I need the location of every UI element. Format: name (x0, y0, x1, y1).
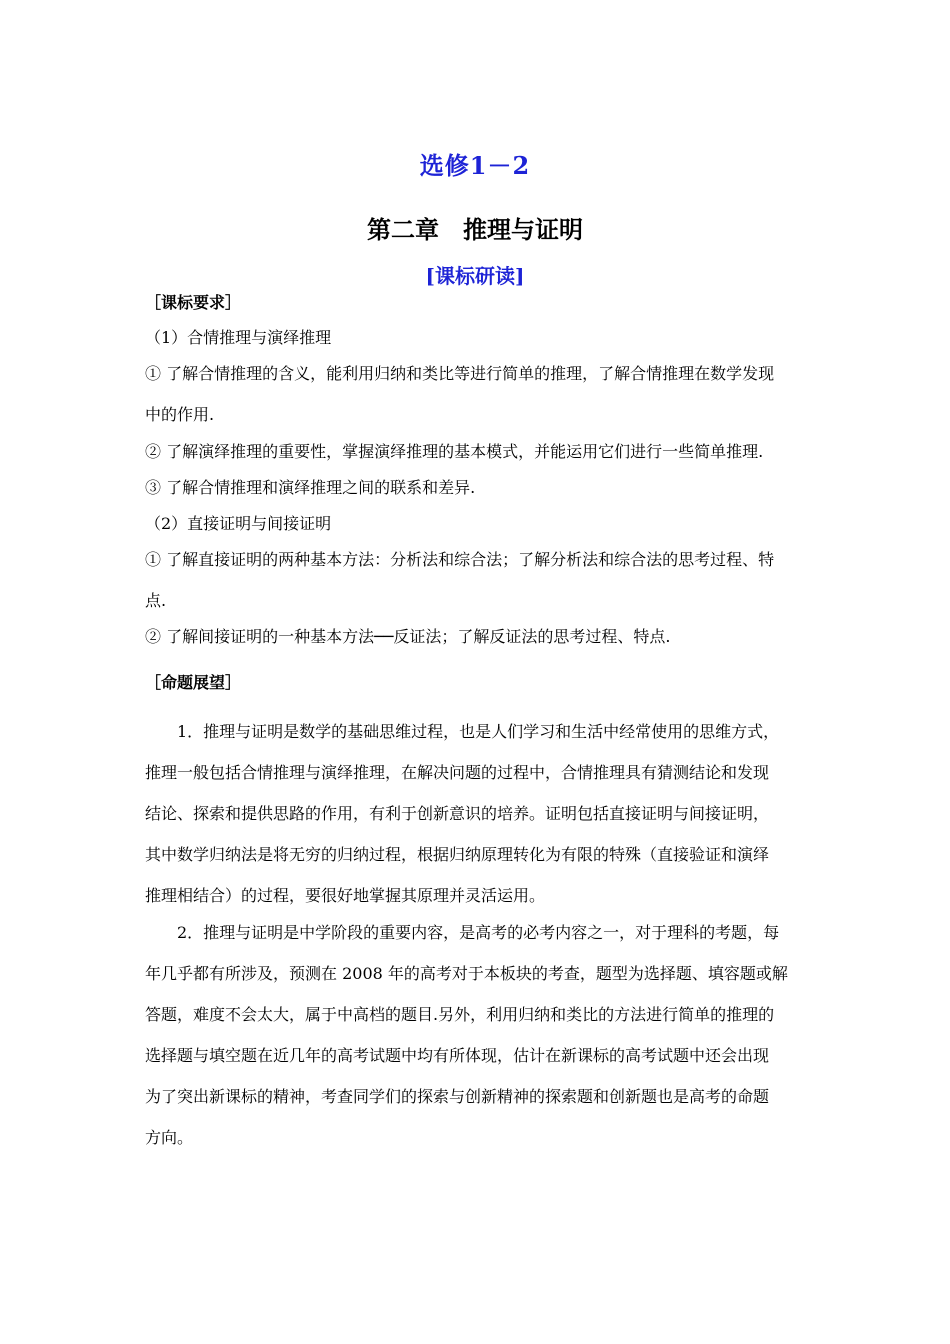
paragraph-2-line: 答题，难度不会太大，属于中高档的题目.另外，利用归纳和类比的方法进行简单的推理的 (145, 1005, 775, 1024)
requirement-2-1-cont: 点. (145, 591, 167, 610)
outlook-heading: ［命题展望］ (145, 673, 242, 692)
paragraph-2-line: 年几乎都有所涉及，预测在 2008 年的高考对于本板块的考查，题型为选择题、填容题或解 (145, 964, 788, 983)
requirement-1-1: ① 了解合情推理的含义，能利用归纳和类比等进行简单的推理，了解合情推理在数学发现 (145, 364, 775, 383)
chapter-title: 第二章 推理与证明 (367, 215, 583, 244)
paragraph-1-line: 1．推理与证明是数学的基础思维过程，也是人们学习和生活中经常使用的思维方式， (145, 722, 780, 741)
subsection-1-heading: （1）合情推理与演绎推理 (145, 328, 332, 347)
paragraph-1-line: 结论、探索和提供思路的作用，有利于创新意识的培养。证明包括直接证明与间接证明， (145, 804, 770, 823)
requirements-heading: ［课标要求］ (145, 293, 242, 312)
section-title: [课标研读] (425, 264, 525, 288)
paragraph-2-line: 方向。 (145, 1128, 194, 1147)
requirement-1-1-cont: 中的作用. (145, 405, 215, 424)
requirement-2-1: ① 了解直接证明的两种基本方法：分析法和综合法；了解分析法和综合法的思考过程、特 (145, 550, 775, 569)
requirement-1-2: ② 了解演绎推理的重要性，掌握演绎推理的基本模式，并能运用它们进行一些简单推理. (145, 442, 764, 461)
paragraph-1-line: 推理一般包括合情推理与演绎推理，在解决问题的过程中，合情推理具有猜测结论和发现 (145, 763, 770, 782)
subsection-2-heading: （2）直接证明与间接证明 (145, 514, 332, 533)
paragraph-2-line: 选择题与填空题在近几年的高考试题中均有所体现，估计在新课标的高考试题中还会出现 (145, 1046, 770, 1065)
requirement-2-2: ② 了解间接证明的一种基本方法──反证法；了解反证法的思考过程、特点. (145, 627, 671, 646)
paragraph-1-line: 推理相结合）的过程，要很好地掌握其原理并灵活运用。 (145, 886, 546, 905)
paragraph-2-line: 为了突出新课标的精神，考查同学们的探索与创新精神的探索题和创新题也是高考的命题 (145, 1087, 770, 1106)
paragraph-2-line: 2．推理与证明是中学阶段的重要内容，是高考的必考内容之一，对于理科的考题，每 (145, 923, 780, 942)
module-title: 选修1－2 (419, 151, 531, 180)
requirement-1-3: ③ 了解合情推理和演绎推理之间的联系和差异. (145, 478, 476, 497)
paragraph-1-line: 其中数学归纳法是将无穷的归纳过程，根据归纳原理转化为有限的特殊（直接验证和演绎 (145, 845, 770, 864)
